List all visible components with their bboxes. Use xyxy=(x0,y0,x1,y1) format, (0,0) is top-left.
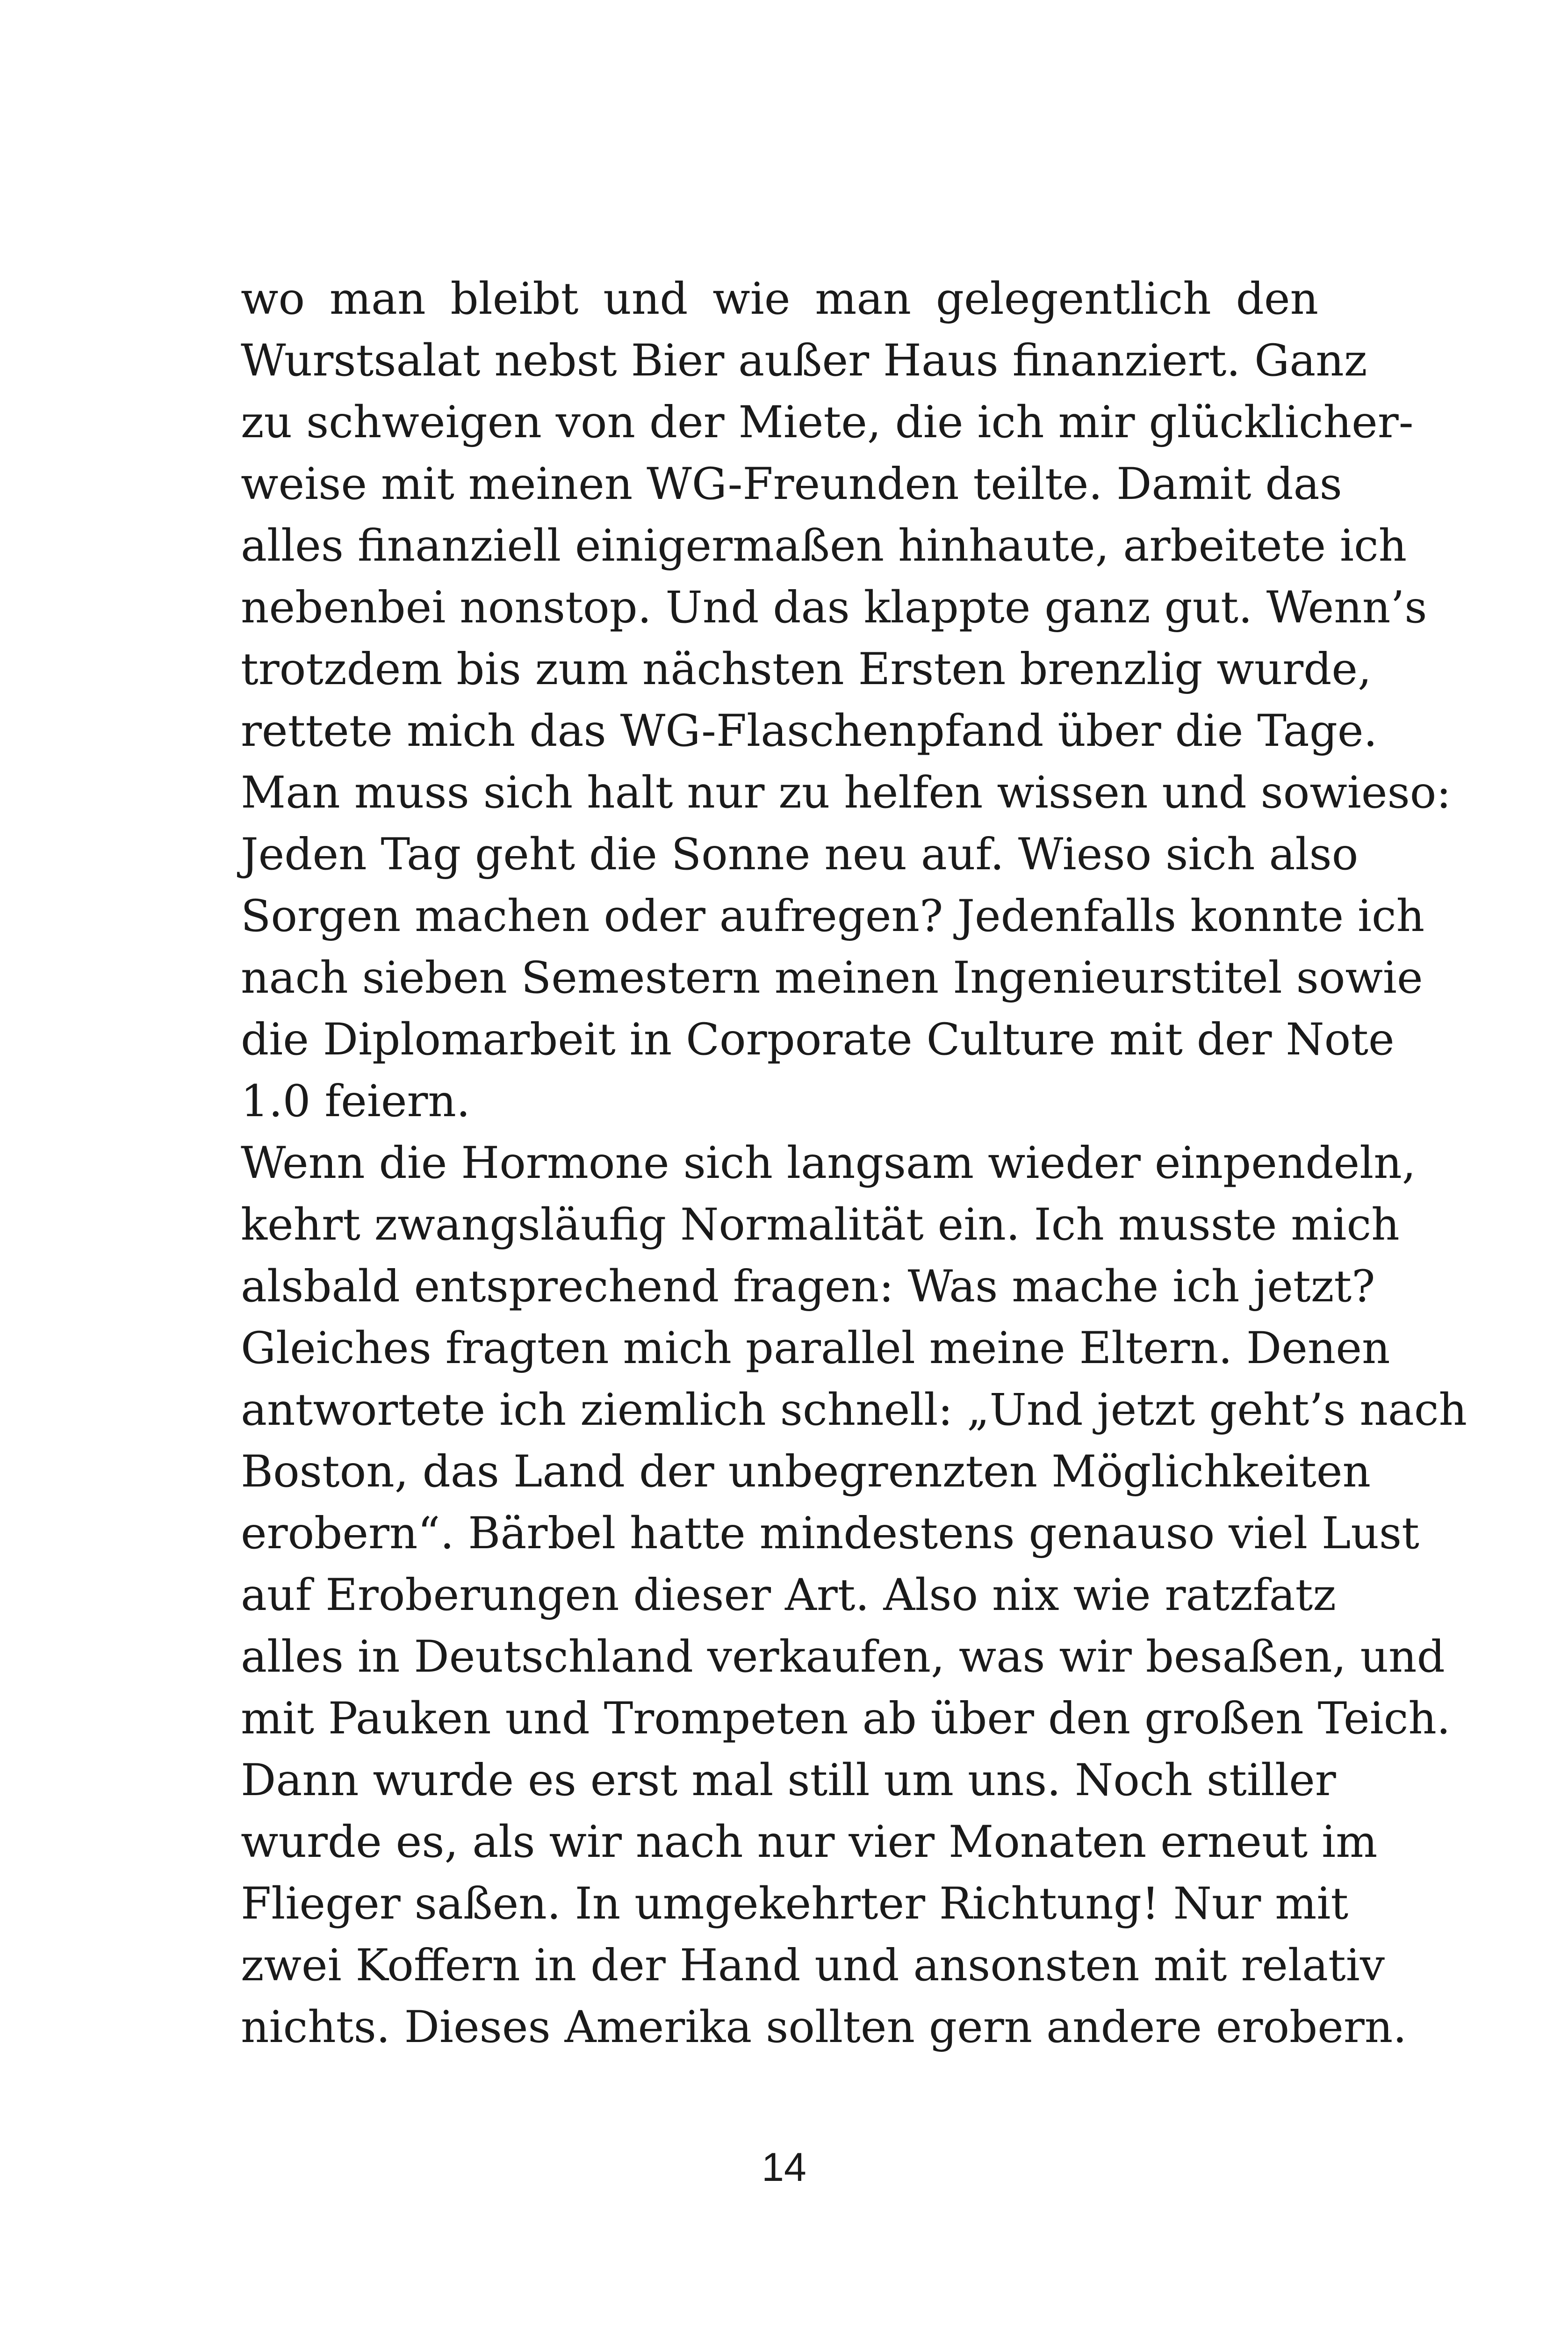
text-line: alles in Deutschland verkaufen, was wir besaßen, und xyxy=(241,1631,1445,1682)
text-line: erobern“. Bärbel hatte mindestens genauso viel Lust xyxy=(241,1508,1419,1559)
text-line: zwei Koffern in der Hand und ansonsten mit relativ xyxy=(241,1940,1385,1991)
text-line: rettete mich das WG-Flaschenpfand über die Tage. xyxy=(241,706,1378,757)
paragraph-2 xyxy=(241,1133,1467,2058)
text-line: 1.0 feiern. xyxy=(241,1076,470,1127)
text-line: alles finanziell einigermaßen hinhaute, arbeitete ich xyxy=(241,520,1407,571)
text-line: Flieger saßen. In umgekehrter Richtung! Nur mit xyxy=(241,1878,1349,1929)
text-line: Wenn die Hormone sich langsam wieder einpendeln, xyxy=(241,1138,1416,1189)
text-line: trotzdem bis zum nächsten Ersten brenzlig wurde, xyxy=(241,644,1372,695)
paragraph-1 xyxy=(241,268,1451,1133)
text-line: Jeden Tag geht die Sonne neu auf. Wieso sich also xyxy=(241,829,1359,880)
text-line: Gleiches fragten mich parallel meine Eltern. Denen xyxy=(241,1323,1390,1374)
text-line: Wurstsalat nebst Bier außer Haus finanziert. Ganz xyxy=(241,335,1367,386)
text-line: die Diplomarbeit in Corporate Culture mit der Note xyxy=(241,1014,1395,1065)
text-line: zu schweigen von der Miete, die ich mir glücklicher- xyxy=(241,397,1414,448)
text-line: nach sieben Semestern meinen Ingenieurstitel sowie xyxy=(241,953,1423,1003)
text-line: mit Pauken und Trompeten ab über den großen Teich. xyxy=(241,1693,1451,1744)
text-line: Sorgen machen oder aufregen? Jedenfalls konnte ich xyxy=(241,891,1425,942)
text-line: kehrt zwangsläufig Normalität ein. Ich musste mich xyxy=(241,1199,1400,1250)
text-line: weise mit meinen WG-Freunden teilte. Damit das xyxy=(241,459,1342,510)
text-line: Man muss sich halt nur zu helfen wissen und sowieso: xyxy=(241,767,1451,818)
page-number: 14 xyxy=(762,2145,806,2190)
text-line: Boston, das Land der unbegrenzten Möglichkeiten xyxy=(241,1446,1371,1497)
text-line: nichts. Dieses Amerika sollten gern andere erobern. xyxy=(241,2002,1407,2053)
text-line: wurde es, als wir nach nur vier Monaten erneut im xyxy=(241,1817,1378,1868)
text-line: auf Eroberungen dieser Art. Also nix wie ratzfatz xyxy=(241,1570,1336,1621)
text-line: nebenbei nonstop. Und das klappte ganz gut. Wenn’s xyxy=(241,582,1427,633)
body-text xyxy=(241,268,1467,2058)
text-line: Dann wurde es erst mal still um uns. Noch stiller xyxy=(241,1755,1336,1806)
text-line: antwortete ich ziemlich schnell: „Und jetzt geht’s nach xyxy=(241,1385,1467,1436)
text-line: wo man bleibt und wie man gelegentlich den xyxy=(241,274,1318,325)
text-line: alsbald entsprechend fragen: Was mache ich jetzt? xyxy=(241,1261,1375,1312)
